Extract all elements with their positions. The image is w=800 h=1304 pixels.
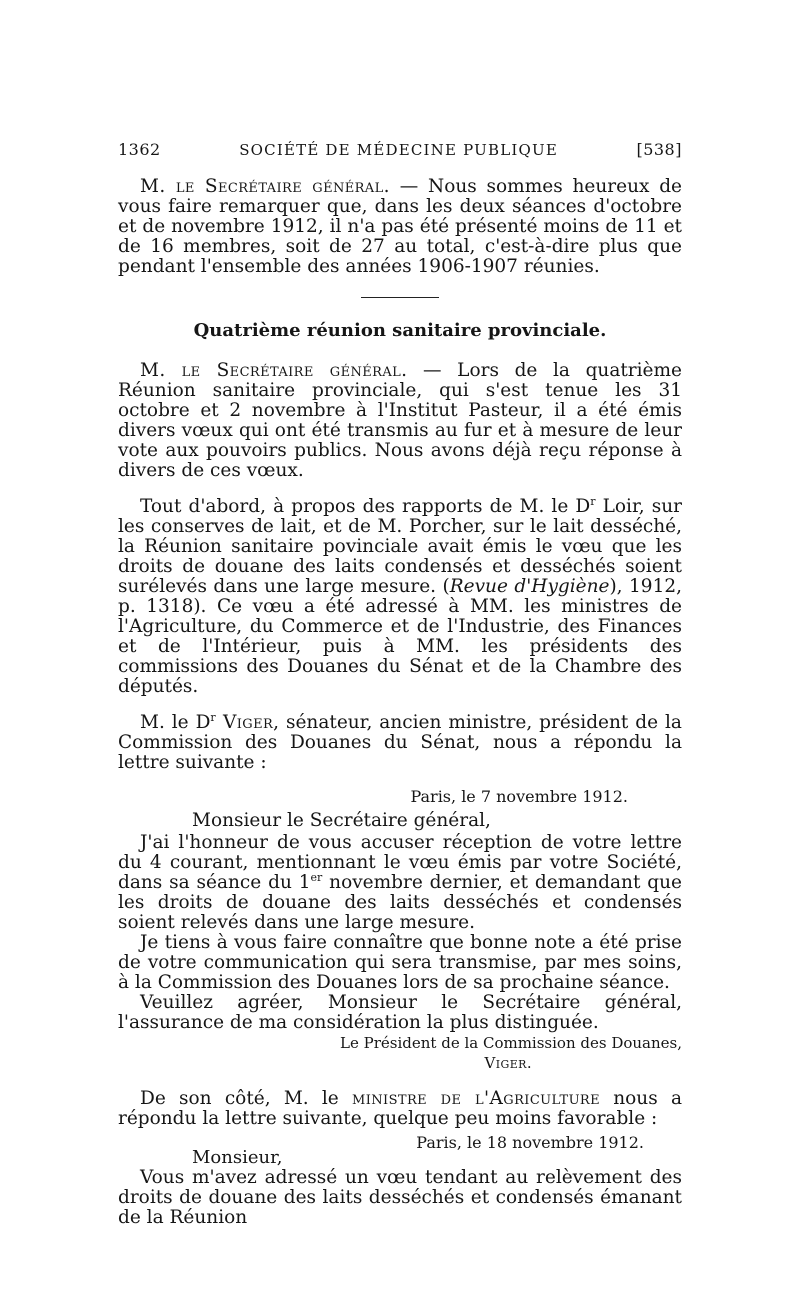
person-name: Viger [215,712,274,733]
page-number: 1362 [118,140,161,159]
superscript: r [590,494,596,508]
paragraph-reunion [118,361,682,481]
speaker-label: M. le Secrétaire général. [140,360,408,381]
text-segment: , sénateur, ancien ministre, président de la Commission des Douanes du Sénat, nous a répondu la lettre suivante : [118,712,682,773]
signature-name: Viger. [484,1054,532,1072]
paragraph-viger [118,710,682,773]
letter-date: Paris, le 18 novembre 1912. [416,1133,644,1152]
minister-title: ministre de l'Agriculture [352,1088,600,1109]
section-title: Quatrième réunion sanitaire provinciale. [193,320,607,341]
text-segment: J'ai l'honneur de vous accuser réception de votre lettre du 4 courant, mentionnant le vœu émis par votre Société, dans sa séance du 1 [118,832,682,893]
letter-paragraph: Veuillez agréer, Monsieur le Secrétaire général, l'assurance de ma considération la plus distinguée. [118,992,682,1033]
running-title: SOCIÉTÉ DE MÉDECINE PUBLIQUE [239,141,558,159]
signature-title: Le Président de la Commission des Douanes, [340,1034,682,1052]
intro-text: — Nous sommes heureux de vous faire remarquer que, dans les deux séances d'octobre et de novembre 1912, il n'a pas été présenté moins de 11 et de 16 membres, soit de 27 au total, c'est-à-dire plus que pendant l'ensemble des années 1906-1907 réunies. [118,176,682,277]
superscript: r [210,710,216,724]
bracket-number: [538] [636,140,682,159]
paragraph-ministre [118,1089,682,1129]
superscript: er [310,870,323,884]
paragraph-rapports [118,494,682,697]
page-header [118,140,682,159]
letter-paragraph: Je tiens à vous faire connaître que bonne note a été prise de votre communication qui sera transmise, par mes soins, à la Commission des Douanes lors de sa prochaine séance. [118,932,682,993]
text-segment: De son côté, M. le [140,1088,353,1109]
text-segment: Loir, sur les conserves de lait, et de M. Porcher, sur le lait desséché, la Réunion sanitaire povinciale avait émis le vœu que les droits de douane des laits condensés et desséchés soient surélevés dans une large mesure. ( [118,496,682,597]
speaker-label: M. le Secrétaire général. [140,176,390,197]
text-segment: Tout d'abord, à propos des rapports de M. le D [140,496,591,517]
text-segment: ), 1912, p. 1318). Ce vœu a été adressé à MM. les ministres de l'Agriculture, du Commerce et de l'Industrie, des Finances et de l'Intérieur, puis à MM. les présidents des commissions des Douanes du Sénat et de la Chambre des députés. [118,576,682,697]
letter-header [118,1133,682,1168]
letter-paragraph [118,833,682,933]
letter-salutation: Monsieur, [192,1147,283,1168]
text-segment: novembre dernier, et demandant que les droits de douane des laits desséchés et condensés soient relevés dans une large mesure. [118,872,682,933]
journal-title: Revue d'Hygiène [449,576,610,597]
section-divider [361,297,439,298]
text-segment: M. le D [140,712,211,733]
letter-date: Paris, le 7 novembre 1912. [410,787,628,806]
paragraph-text: — Lors de la quatrième Réunion sanitaire provinciale, qui s'est tenue les 31 octobre et 2 novembre à l'Institut Pasteur, il a été émis divers vœux qui ont été transmis au fur et à mesure de leur vote aux pouvoirs publics. Nous avons déjà reçu réponse à divers de ces vœux. [118,360,682,481]
intro-paragraph [118,177,682,277]
text-segment: nous a répondu la lettre suivante, quelque peu moins favorable : [118,1088,682,1129]
letter-salutation: Monsieur le Secrétaire général, [192,810,491,831]
letter-paragraph: Vous m'avez adressé un vœu tendant au relèvement des droits de douane des laits desséchés et condensés émanant de la Réunion [118,1167,682,1228]
